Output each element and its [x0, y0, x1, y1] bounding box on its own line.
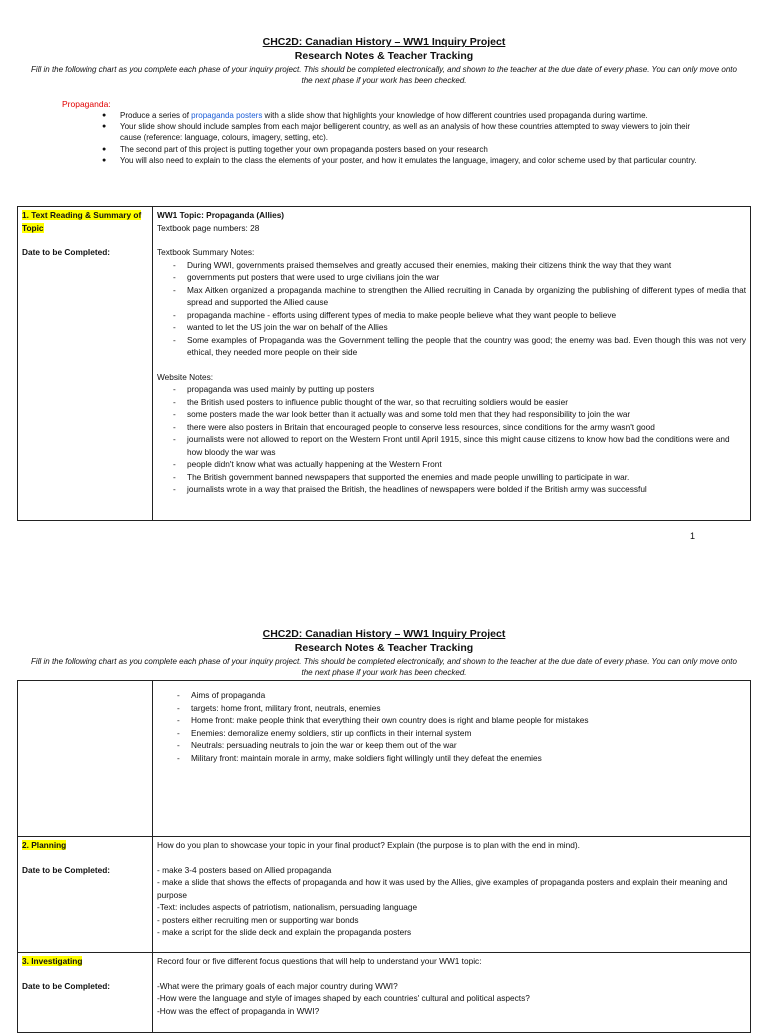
list-item: - there were also posters in Britain that encouraged people to conserve less resources, since conditions for the army wasn't good — [173, 421, 746, 434]
tracking-table-page-2 — [17, 680, 751, 1033]
propaganda-bullet-list — [100, 110, 700, 166]
list-item: - journalists wrote in a way that praised the British, the headlines of newspapers were bolded if the British army was successful — [173, 483, 746, 496]
bullet-1-text-pre: Produce a series of — [120, 111, 192, 120]
section-3-prompt: Record four or five different focus questions that will help to understand your WW1 topic: — [157, 956, 482, 966]
document-instructions: Fill in the following chart as you complete each phase of your inquiry project. This should be completed electronically, and shown to the teacher at the due date of every phase. You can only move onto the next phase if your work has been checked. — [31, 657, 737, 677]
list-item: - Max Aitken organized a propaganda machine to strengthen the Allied recruiting in Canada by organizing the publishing of different types of media that spread and supported the Allied cause — [173, 284, 746, 309]
planning-line: -Text: includes aspects of patriotism, nationalism, persuading language — [157, 902, 418, 912]
list-item: - journalists were not allowed to report on the Western Front until April 1915, since this might cause citizens to know how bad the conditions were and how bloody the war was — [173, 433, 746, 458]
document-title: CHC2D: Canadian History – WW1 Inquiry Project — [262, 628, 506, 640]
list-item: - propaganda machine - efforts using different types of media to make people believe what they want people to believe — [173, 309, 746, 322]
tracking-table-page-1 — [17, 206, 751, 521]
section-2-label-cell — [18, 837, 153, 953]
propaganda-bullet-4: ● You will also need to explain to the class the elements of your poster, and how it emulates the language, imagery, and color scheme used by that particular country. — [100, 155, 700, 166]
section-3-row — [18, 953, 751, 1033]
list-item: - wanted to let the US join the war on behalf of the Allies — [173, 321, 746, 334]
bullet-1-text-post: with a slide show that highlights your knowledge of how different countries used propaganda during wartime. — [262, 111, 648, 120]
list-item: - some posters made the war look better than it actually was and some told men that they had responsibility to join the war — [173, 408, 746, 421]
planning-line: - posters either recruiting men or supporting war bonds — [157, 914, 359, 925]
section-1-content-cell — [153, 207, 751, 521]
section-1-row — [18, 207, 751, 521]
textbook-notes-heading: Textbook Summary Notes: — [157, 247, 255, 257]
document-subtitle: Research Notes & Teacher Tracking — [294, 50, 474, 62]
document-subtitle: Research Notes & Teacher Tracking — [294, 642, 474, 654]
website-notes-heading: Website Notes: — [157, 371, 214, 382]
planning-line: - make a slide that shows the effects of propaganda and how it was used by the Allies, give examples of propaganda posters and explain their meaning and purpose — [157, 877, 728, 900]
focus-question: -How was the effect of propaganda in WWI? — [157, 1005, 320, 1016]
section-3-content-cell — [153, 953, 751, 1033]
section-2-prompt: How do you plan to showcase your topic in your final product? Explain (the purpose is to plan with the end in mind). — [157, 840, 580, 850]
document-instructions: Fill in the following chart as you complete each phase of your inquiry project. This should be completed electronically, and shown to the teacher at the due date of every phase. You can only move onto the next phase if your work has been checked. — [31, 65, 737, 85]
list-item: - Aims of propaganda — [177, 689, 746, 702]
planning-line: - make 3-4 posters based on Allied propaganda — [157, 864, 332, 875]
list-item: - During WWI, governments praised themselves and greatly accused their enemies, making their citizens think the way that they want — [173, 259, 746, 272]
propaganda-label: Propaganda: — [62, 99, 111, 109]
propaganda-bullet-3: ● The second part of this project is putting together your own propaganda posters based on your research — [100, 144, 700, 155]
section-1-date-label: Date to be Completed: — [22, 247, 111, 257]
document-title: CHC2D: Canadian History – WW1 Inquiry Project — [262, 36, 506, 48]
website-notes-list — [157, 383, 746, 496]
list-item: - Enemies: demoralize enemy soldiers, stir up conflicts in their internal system — [177, 727, 746, 740]
list-item: - governments put posters that were used to urge civilians join the war — [173, 271, 746, 284]
list-item: - Military front: maintain morale in army, make soldiers fight willingly until they defeat the enemies — [177, 752, 746, 765]
list-item: - people didn't know what was actually happening at the Western Front — [173, 458, 746, 471]
propaganda-bullet-2: ● Your slide show should include samples from each major belligerent country, as well as an analysis of how these countries attempted to sway viewers to join their cause (reference: language, colours, imagery, setting, etc). — [100, 121, 700, 143]
propaganda-bullet-1 — [100, 110, 700, 121]
section-1-topic: WW1 Topic: Propaganda (Allies) — [157, 210, 285, 220]
section-1-continued-content-cell — [153, 681, 751, 837]
section-2-row — [18, 837, 751, 953]
textbook-notes-list — [157, 259, 746, 359]
focus-question: -How were the language and style of images shaped by each countries' cultural and political aspects? — [157, 993, 530, 1003]
propaganda-aims-list — [157, 689, 746, 764]
section-3-date-label: Date to be Completed: — [22, 980, 111, 991]
page-number: 1 — [690, 531, 696, 541]
section-1-continued-row — [18, 681, 751, 837]
section-1-heading: 1. Text Reading & Summary of Topic — [22, 210, 142, 233]
list-item: - targets: home front, military front, neutrals, enemies — [177, 702, 746, 715]
section-2-date-label: Date to be Completed: — [22, 864, 111, 875]
list-item: - propaganda was used mainly by putting up posters — [173, 383, 746, 396]
document-page-2 — [0, 560, 768, 1024]
list-item: - Home front: make people think that everything their own country does is right and blame people for mistakes — [177, 714, 746, 727]
section-3-label-cell — [18, 953, 153, 1033]
section-2-heading: 2. Planning — [22, 840, 67, 850]
section-1-continued-label-cell — [18, 681, 153, 837]
propaganda-posters-link[interactable]: propaganda posters — [191, 111, 263, 120]
section-3-heading: 3. Investigating — [22, 956, 83, 966]
section-1-label-cell — [18, 207, 153, 521]
section-1-pages: Textbook page numbers: 28 — [157, 222, 260, 233]
list-item: - Neutrals: persuading neutrals to join the war or keep them out of the war — [177, 739, 746, 752]
focus-question: -What were the primary goals of each major country during WWI? — [157, 980, 398, 991]
planning-line: - make a script for the slide deck and explain the propaganda posters — [157, 927, 412, 937]
list-item: - Some examples of Propaganda was the Government telling the people that the country was good; the enemy was bad. Even though this was not very ethical, they needed more people on their side — [173, 334, 746, 359]
section-2-content-cell — [153, 837, 751, 953]
list-item: - The British government banned newspapers that supported the enemies and made people unwilling to participate in war. — [173, 471, 746, 484]
list-item: - the British used posters to influence public thought of the war, so that recruiting soldiers would be easier — [173, 396, 746, 409]
